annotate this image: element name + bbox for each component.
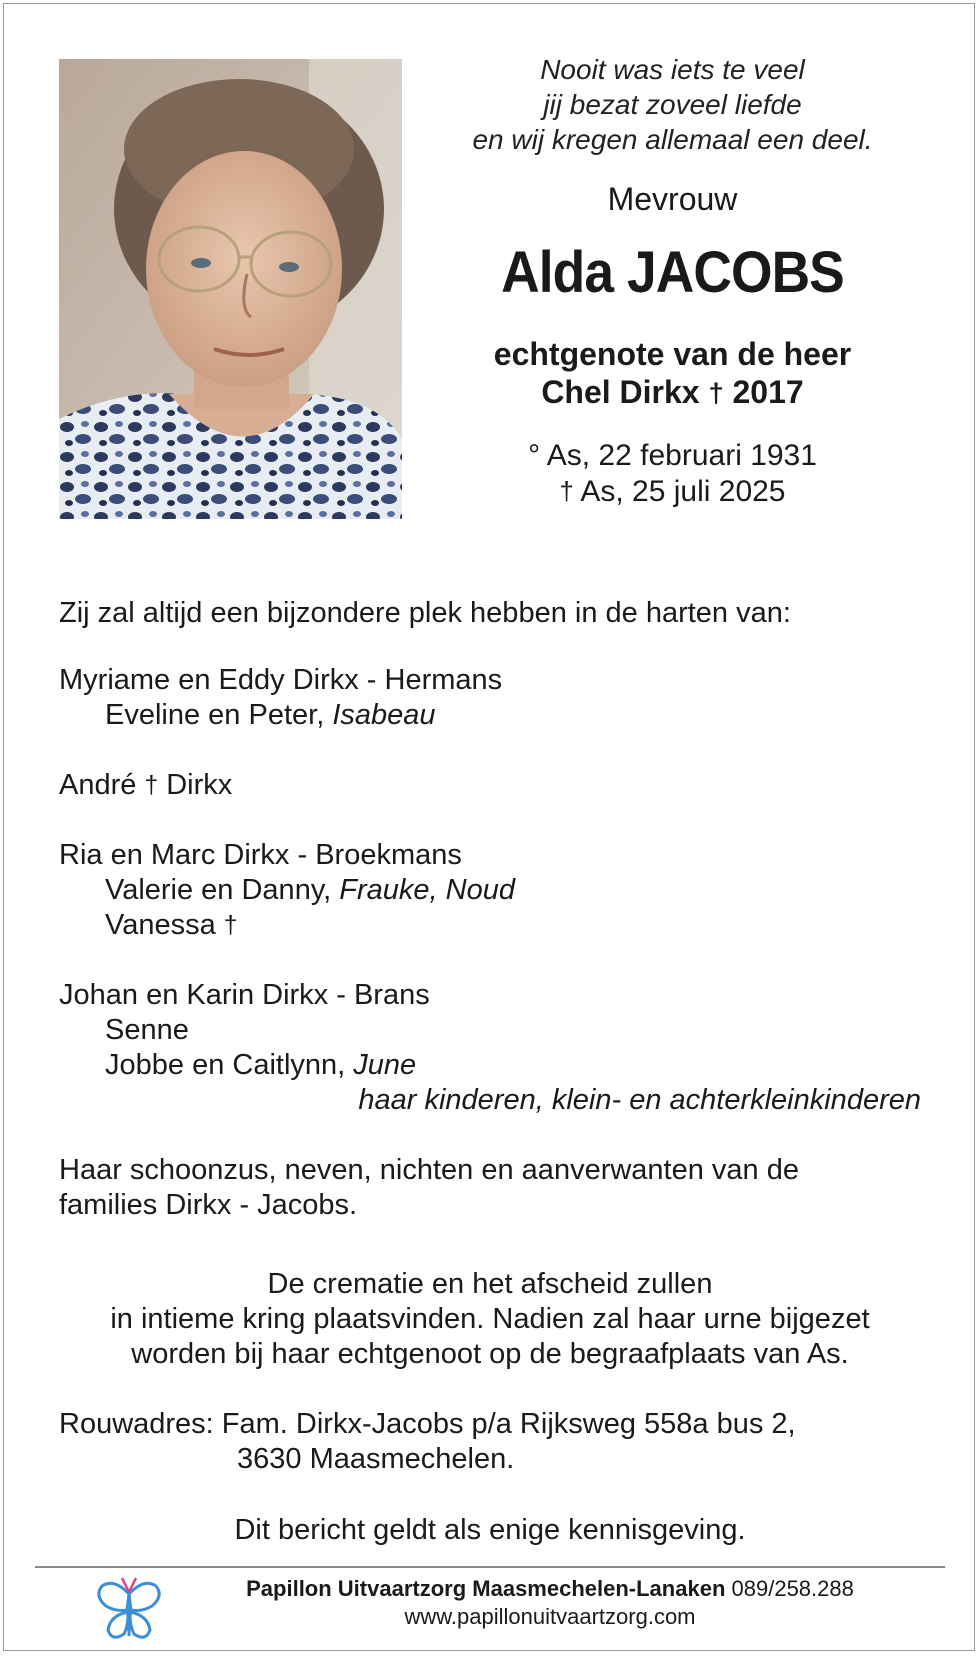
butterfly-logo-icon — [94, 1572, 164, 1644]
deceased-name: Alda JACOBS — [501, 240, 844, 305]
ceremony-line: in intieme kring plaatsvinden. Nadien zal haar urne bijgezet — [110, 1303, 870, 1335]
spouse-line-2 — [430, 373, 915, 412]
title-prefix: Mevrouw — [607, 181, 738, 217]
intro-text: Zij zal altijd een bijzondere plek hebben in de harten van: — [59, 597, 791, 629]
poem-line: jij bezat zoveel liefde — [543, 89, 802, 120]
family-child-names: Valerie en Danny, — [105, 874, 340, 906]
cross-icon: † — [559, 478, 574, 506]
cross-icon: † — [708, 377, 724, 408]
footer-company-line — [180, 1575, 920, 1603]
birth-symbol: ° — [528, 439, 541, 472]
spouse-line-1: echtgenote van de heer — [493, 336, 852, 372]
footer-divider — [35, 1566, 945, 1568]
family-child — [59, 698, 436, 733]
family-summary: haar kinderen, klein- en achterkleinkinderen — [358, 1084, 921, 1116]
portrait-illustration — [59, 59, 402, 519]
notice-text: Dit bericht geldt als enige kennisgeving. — [234, 1514, 746, 1546]
family-child — [59, 873, 515, 908]
family-great-grandchild: June — [353, 1049, 417, 1081]
header-block — [430, 52, 915, 510]
family-great-grandchild: Isabeau — [332, 699, 436, 731]
relatives-line: families Dirkx - Jacobs. — [59, 1189, 358, 1221]
company-name: Papillon Uitvaartzorg Maasmechelen-Lanaken — [246, 1576, 726, 1601]
cross-icon: † — [144, 772, 159, 799]
company-website-link[interactable]: www.papillonuitvaartzorg.com — [404, 1604, 696, 1629]
dates — [430, 438, 915, 510]
spouse-death-year: 2017 — [732, 374, 804, 410]
poem-line: en wij kregen allemaal een deel. — [472, 124, 873, 155]
family-child: Senne — [105, 1014, 189, 1046]
poem-line: Nooit was iets te veel — [540, 54, 805, 85]
family-great-grandchild: Frauke, Noud — [339, 874, 515, 906]
ceremony-line: worden bij haar echtgenoot op de begraafplaats van As. — [131, 1338, 849, 1370]
company-phone[interactable]: 089/258.288 — [731, 1576, 854, 1601]
portrait-photo — [59, 59, 402, 519]
family-parent — [59, 768, 232, 803]
family-child-names: Jobbe en Caitlynn, — [105, 1049, 354, 1081]
family-child — [59, 908, 238, 943]
birth-line — [430, 438, 915, 474]
family-name-last: Dirkx — [166, 769, 233, 801]
family-child-names: Vanessa — [105, 909, 216, 941]
relatives-line: Haar schoonzus, neven, nichten en aanverwanten van de — [59, 1154, 799, 1186]
ceremony-line: De crematie en het afscheid zullen — [267, 1268, 713, 1300]
spouse-name: Chel Dirkx — [541, 374, 700, 410]
family-parent: Johan en Karin Dirkx - Brans — [59, 979, 430, 1011]
family-parent: Myriame en Eddy Dirkx - Hermans — [59, 664, 503, 696]
family-child-names: Eveline en Peter, — [105, 699, 333, 731]
address-line: Rouwadres: Fam. Dirkx-Jacobs p/a Rijksweg 558a bus 2, — [59, 1408, 796, 1440]
birth-date: As, 22 februari 1931 — [546, 439, 817, 472]
address-line: 3630 Maasmechelen. — [237, 1443, 515, 1475]
footer-text — [180, 1575, 920, 1631]
family-name-first: André — [59, 769, 137, 801]
death-line — [430, 474, 915, 510]
cross-icon: † — [223, 912, 238, 939]
death-date: As, 25 juli 2025 — [580, 475, 786, 508]
family-child — [59, 1048, 416, 1083]
family-parent: Ria en Marc Dirkx - Broekmans — [59, 839, 462, 871]
